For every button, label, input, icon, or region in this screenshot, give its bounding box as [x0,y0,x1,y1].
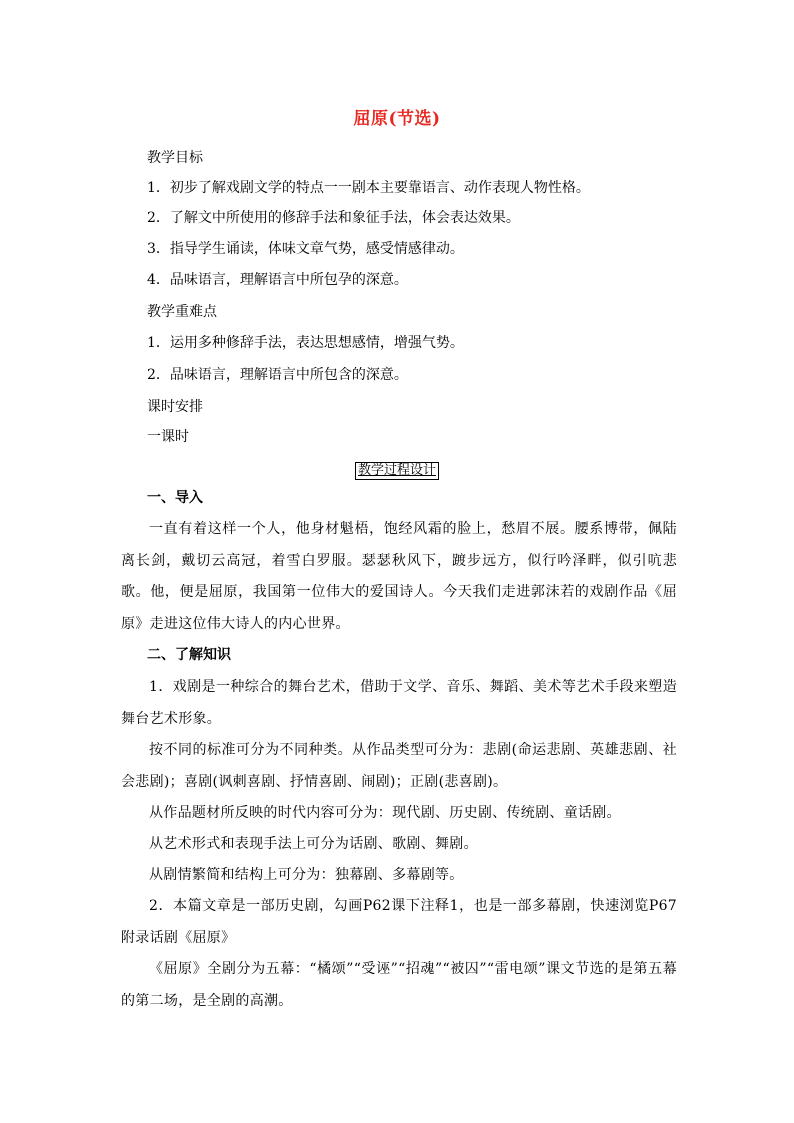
section-2-paragraph-2: 按不同的标准可分为不同种类。从作品类型可分为：悲剧(命运悲剧、英雄悲剧、社会悲剧)；喜剧(讽刺喜剧、抒情喜剧、闹剧)；正剧(悲喜剧)。 [121,742,677,790]
document-title: 屈原(节选) [353,109,441,129]
key-point-item-1: 1．运用多种修辞手法，表达思想感情，增强气势。 [147,335,464,351]
schedule-heading: 课时安排 [147,399,203,415]
schedule-value: 一课时 [147,429,189,445]
section-2-paragraph-1: 1．戏剧是一种综合的舞台艺术，借助于文学、音乐、舞蹈、美术等艺术手段来塑造舞台艺术形象。 [121,679,677,727]
key-point-item-2: 2．品味语言，理解语言中所包含的深意。 [147,367,408,383]
process-title-wrap [0,459,794,480]
section-2-heading: 二、了解知识 [147,647,231,663]
section-1-paragraph: 一直有着这样一个人，他身材魁梧，饱经风霜的脸上，愁眉不展。腰系博带，佩陆离长剑，戴切云高冠，着雪白罗服。瑟瑟秋风下，踱步远方，似行吟泽畔，似引吭悲歌。他，便是屈原，我国第一位伟大的爱国诗人。今天我们走进郭沫若的戏剧作品《屈原》走进这位伟大诗人的内心世界。 [121,521,677,632]
section-2-paragraph-5: 从剧情繁简和结构上可分为：独幕剧、多幕剧等。 [149,867,464,883]
section-2-paragraph-4: 从艺术形式和表现手法上可分为话剧、歌剧、舞剧。 [149,836,478,852]
objective-item-1: 1．初步了解戏剧文学的特点一一剧本主要靠语言、动作表现人物性格。 [147,180,590,196]
process-title: 教学过程设计 [355,462,439,480]
section-2-paragraph-6: 2．本篇文章是一部历史剧，勾画P62课下注释1，也是一部多幕剧，快速浏览P67附录话剧《屈原》 [121,898,677,946]
objectives-heading: 教学目标 [147,150,203,166]
section-1-heading: 一、导入 [147,490,203,506]
section-2-paragraph-7: 《屈原》全剧分为五幕：“橘颂”“受诬”“招魂”“被囚”“雷电颂”课文节选的是第五幕的第二场，是全剧的高潮。 [121,961,677,1009]
objective-item-4: 4．品味语言，理解语言中所包孕的深意。 [147,272,408,288]
section-2-paragraph-3: 从作品题材所反映的时代内容可分为：现代剧、历史剧、传统剧、童话剧。 [149,805,621,821]
objective-item-2: 2．了解文中所使用的修辞手法和象征手法，体会表达效果。 [147,210,520,226]
objective-item-3: 3．指导学生诵读，体味文章气势，感受情感律动。 [147,241,464,257]
key-points-heading: 教学重难点 [147,304,217,320]
